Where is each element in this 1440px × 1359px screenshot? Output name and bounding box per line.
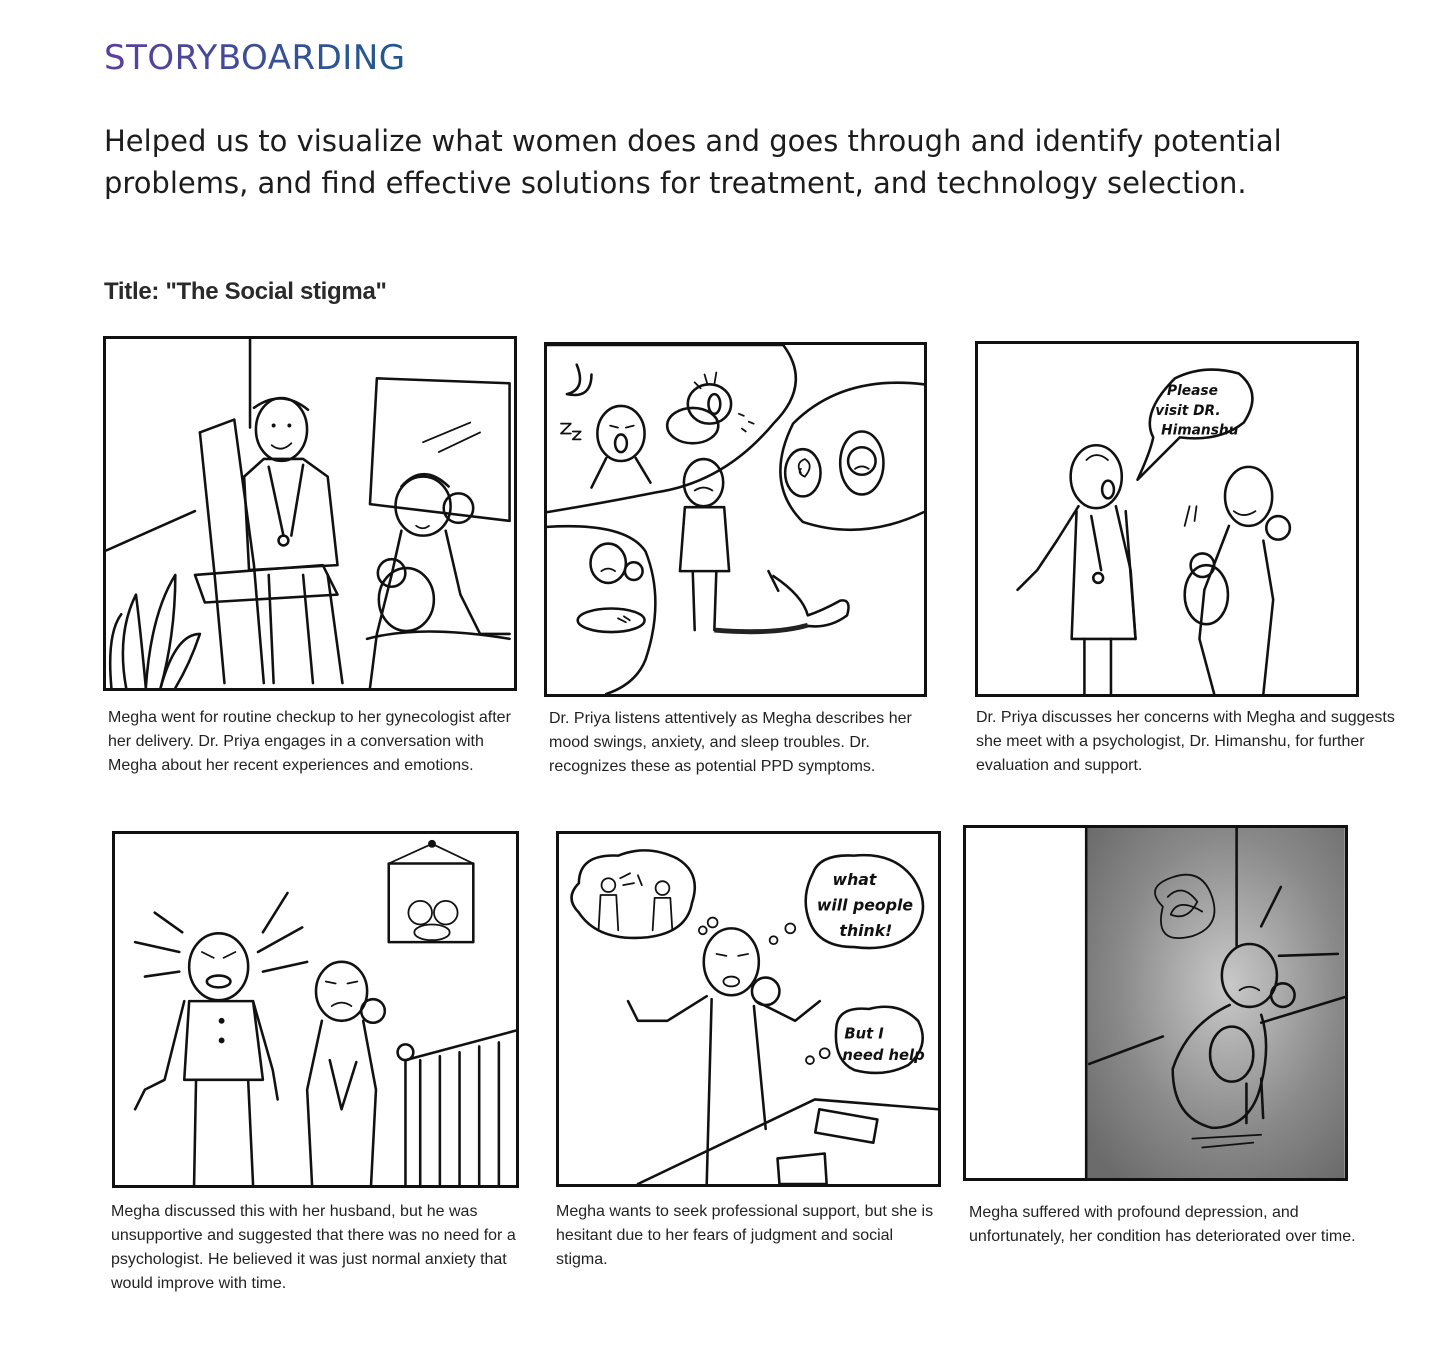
story-title: Title: "The Social stigma" [104,278,387,305]
panel-2-caption: Dr. Priya listens attentively as Megha describes her mood swings, anxiety, and sleep troubles. Dr. recognizes these as potential PPD symptoms. [549,710,912,775]
storyboard-panel-5 [556,831,941,1187]
doctor-consultation-sketch [106,339,514,688]
panel-4-caption: Megha discussed this with her husband, but he was unsupportive and suggested that there was no need for a psychologist. He believed it was just normal anxiety that would improve with time. [111,1203,516,1292]
svg-text:But Ineed help [842,1025,924,1064]
husband-sketch [115,834,516,1185]
section-heading: STORYBOARDING [104,38,406,78]
panel-1-caption: Megha went for routine checkup to her gynecologist after her delivery. Dr. Priya engages in a conversation with Megha about her recent experiences and emotions. [108,709,511,774]
hesitation-sketch [559,834,938,1184]
storyboard-panel-4 [112,831,519,1188]
thought-2-line-1: But I [844,1025,884,1043]
panel-3-caption: Dr. Priya discusses her concerns with Megha and suggests she meet with a psychologist, Dr. Himanshu, for further evaluation and support. [976,709,1395,774]
speech-line-2: visit DR. [1155,402,1221,419]
storyboard-panel-2 [544,342,927,697]
thought-1-line-3: think! [839,921,893,941]
svg-text:whatwill peoplethink! [817,870,914,940]
thought-1-line-1: what [832,870,877,890]
thought-2-line-2: need help [842,1047,925,1065]
svg-text:Pleasevisit DR.Himanshu [1155,383,1238,438]
panel-6-caption: Megha suffered with profound depression, and unfortunately, her condition has deteriorated over time. [969,1204,1356,1245]
storyboard-panel-6 [963,825,1348,1181]
storyboard-panel-3 [975,341,1359,697]
speech-line-1: Please [1167,383,1218,400]
referral-sketch [978,344,1356,694]
storyboard-panel-1 [103,336,517,691]
intro-paragraph: Helped us to visualize what women does and goes through and identify potential problems, and find effective solutions for treatment, and technology selection. [104,124,1282,200]
thought-1-line-2: will people [816,895,914,915]
depression-sketch [966,828,1345,1178]
panel-5-caption: Megha wants to seek professional support, but she is hesitant due to her fears of judgment and social stigma. [556,1203,934,1268]
speech-line-3: Himanshu [1161,422,1239,439]
mood-swings-sketch [547,345,924,694]
